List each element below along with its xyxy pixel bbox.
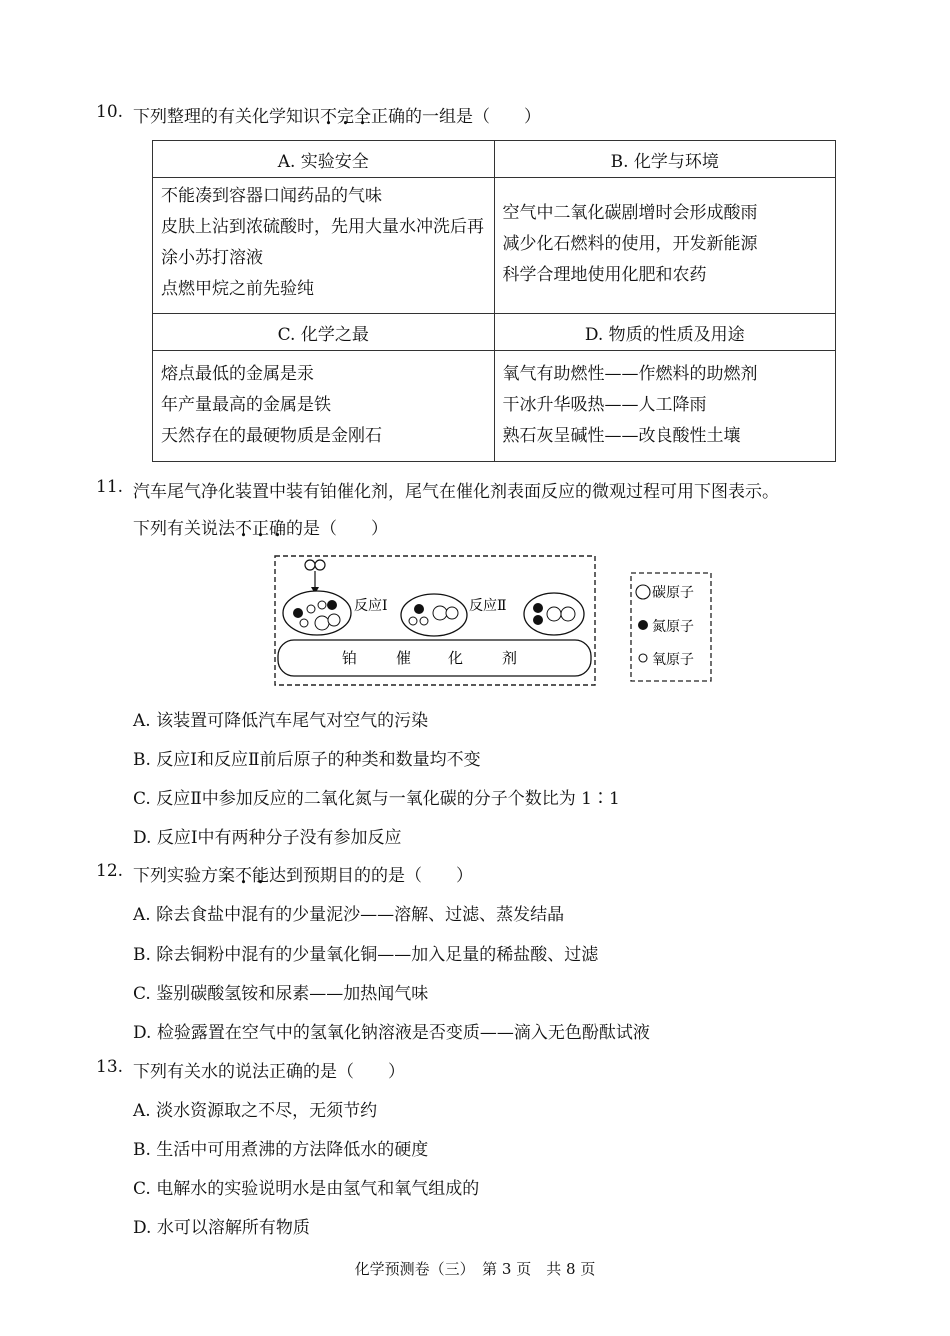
q13-option-d: D. 水可以溶解所有物质	[133, 1218, 310, 1238]
q10-head-c: C. 化学之最	[153, 314, 495, 351]
q10-a-line: 涂小苏打溶液	[161, 248, 263, 268]
q13-option-b: B. 生活中可用煮沸的方法降低水的硬度	[133, 1140, 429, 1160]
page-footer: 化学预测卷（三） 第 3 页 共 8 页	[354, 1260, 596, 1278]
q10-head-a: A. 实验安全	[153, 141, 495, 178]
q11-stem-part1: 下列有关说法	[133, 519, 235, 539]
n-atom	[533, 603, 543, 613]
c-atom	[446, 607, 458, 619]
q11-stem-line2	[133, 514, 388, 539]
reaction2-label: 反应Ⅱ	[469, 598, 507, 614]
q10-head-d: D. 物质的性质及用途	[494, 314, 836, 351]
c-atom	[315, 616, 329, 630]
legend-nitrogen-label: 氮原子	[652, 619, 694, 635]
oxygen-atom-icon	[639, 654, 647, 662]
incoming-o-atom	[315, 560, 325, 570]
q10-stem-part2: 正确的一组是（ ）	[371, 107, 541, 127]
q12-stem-part2: 达到预期目的的是（ ）	[269, 866, 473, 886]
q12-stem	[133, 861, 473, 886]
reaction1-label: 反应Ⅰ	[354, 598, 388, 614]
q11-reaction-diagram	[274, 555, 714, 690]
q11-stem-line1: 汽车尾气净化装置中装有铂催化剂，尾气在催化剂表面反应的微观过程可用下图表示。	[133, 482, 779, 502]
q10-cell-b	[494, 178, 836, 314]
q10-emphasis-char: 不	[320, 107, 337, 127]
q10-c-line: 熔点最低的金属是汞	[161, 364, 314, 384]
q12-option-a: A. 除去食盐中混有的少量泥沙——溶解、过滤、蒸发结晶	[133, 905, 565, 925]
q10-emphasis-char: 完	[337, 107, 354, 127]
n-atom	[327, 600, 337, 610]
catalyst-char: 化	[448, 649, 464, 667]
o-atom	[409, 617, 417, 625]
q12-emphasis-char: 不	[235, 866, 252, 886]
q10-d-line: 干冰升华吸热——人工降雨	[502, 395, 707, 415]
q12-emphasis-char: 能	[252, 866, 269, 886]
q11-option-c: C. 反应Ⅱ中参加反应的二氧化氮与一氧化碳的分子个数比为 1∶1	[133, 789, 620, 809]
q11-option-d: D. 反应Ⅰ中有两种分子没有参加反应	[133, 828, 402, 848]
q12-number: 12.	[96, 861, 124, 881]
q13-option-a: A. 淡水资源取之不尽，无须节约	[133, 1101, 378, 1121]
nitrogen-atom-icon	[638, 620, 648, 630]
o-atom	[318, 601, 326, 609]
catalyst-char: 铂	[342, 649, 358, 667]
q10-c-line: 年产量最高的金属是铁	[161, 395, 331, 415]
q11-emphasis-char: 不	[235, 519, 252, 539]
n-atom	[533, 615, 543, 625]
q10-a-line: 不能凑到容器口闻药品的气味	[161, 186, 382, 206]
q10-d-line: 熟石灰呈碱性——改良酸性土壤	[502, 426, 741, 446]
q10-table	[152, 140, 836, 462]
q10-cell-a	[153, 178, 495, 314]
legend-oxygen-label: 氧原子	[652, 652, 694, 668]
q11-emphasis-char: 正	[252, 519, 269, 539]
q11-option-b: B. 反应Ⅰ和反应Ⅱ前后原子的种类和数量均不变	[133, 750, 481, 770]
catalyst-char: 剂	[502, 649, 518, 667]
catalyst-bar	[278, 640, 591, 676]
n-atom	[293, 608, 303, 618]
q11-option-a: A. 该装置可降低汽车尾气对空气的污染	[133, 711, 429, 731]
c-atom	[433, 606, 447, 620]
q12-option-c: C. 鉴别碳酸氢铵和尿素——加热闻气味	[133, 984, 429, 1004]
q10-stem	[133, 102, 541, 127]
c-atom	[547, 607, 561, 621]
q10-b-line: 空气中二氧化碳剧增时会形成酸雨	[502, 203, 758, 223]
q13-stem: 下列有关水的说法正确的是（ ）	[133, 1062, 405, 1082]
q10-a-line: 皮肤上沾到浓硫酸时，先用大量水冲洗后再	[161, 217, 484, 237]
q10-head-b: B. 化学与环境	[494, 141, 836, 178]
n-atom	[414, 604, 424, 614]
o-atom	[307, 605, 315, 613]
legend-carbon-label: 碳原子	[652, 585, 694, 601]
q13-option-c: C. 电解水的实验说明水是由氢气和氧气组成的	[133, 1179, 480, 1199]
q11-emphasis-char: 确	[269, 519, 286, 539]
q11-number: 11.	[96, 477, 124, 497]
q12-stem-part1: 下列实验方案	[133, 866, 235, 886]
q10-stem-part1: 下列整理的有关化学知识	[133, 107, 320, 127]
c-atom	[561, 607, 575, 621]
q11-stem-part2: 的是（ ）	[286, 519, 388, 539]
q10-a-line: 点燃甲烷之前先验纯	[161, 279, 314, 299]
q13-number: 13.	[96, 1057, 124, 1077]
q10-number: 10.	[96, 102, 124, 122]
catalyst-char: 催	[396, 649, 412, 667]
q10-b-line: 科学合理地使用化肥和农药	[502, 265, 707, 285]
q10-c-line: 天然存在的最硬物质是金刚石	[161, 426, 382, 446]
carbon-atom-icon	[636, 585, 650, 599]
o-atom	[420, 617, 428, 625]
q10-d-line: 氧气有助燃性——作燃料的助燃剂	[502, 364, 758, 384]
q12-option-d: D. 检验露置在空气中的氢氧化钠溶液是否变质——滴入无色酚酞试液	[133, 1023, 650, 1043]
c-atom	[328, 614, 340, 626]
q10-cell-d	[494, 351, 836, 462]
o-atom	[300, 619, 308, 627]
q10-cell-c	[153, 351, 495, 462]
incoming-o-atom	[305, 560, 315, 570]
q12-option-b: B. 除去铜粉中混有的少量氧化铜——加入足量的稀盐酸、过滤	[133, 945, 599, 965]
q10-emphasis-char: 全	[354, 107, 371, 127]
q10-b-line: 减少化石燃料的使用，开发新能源	[502, 234, 758, 254]
